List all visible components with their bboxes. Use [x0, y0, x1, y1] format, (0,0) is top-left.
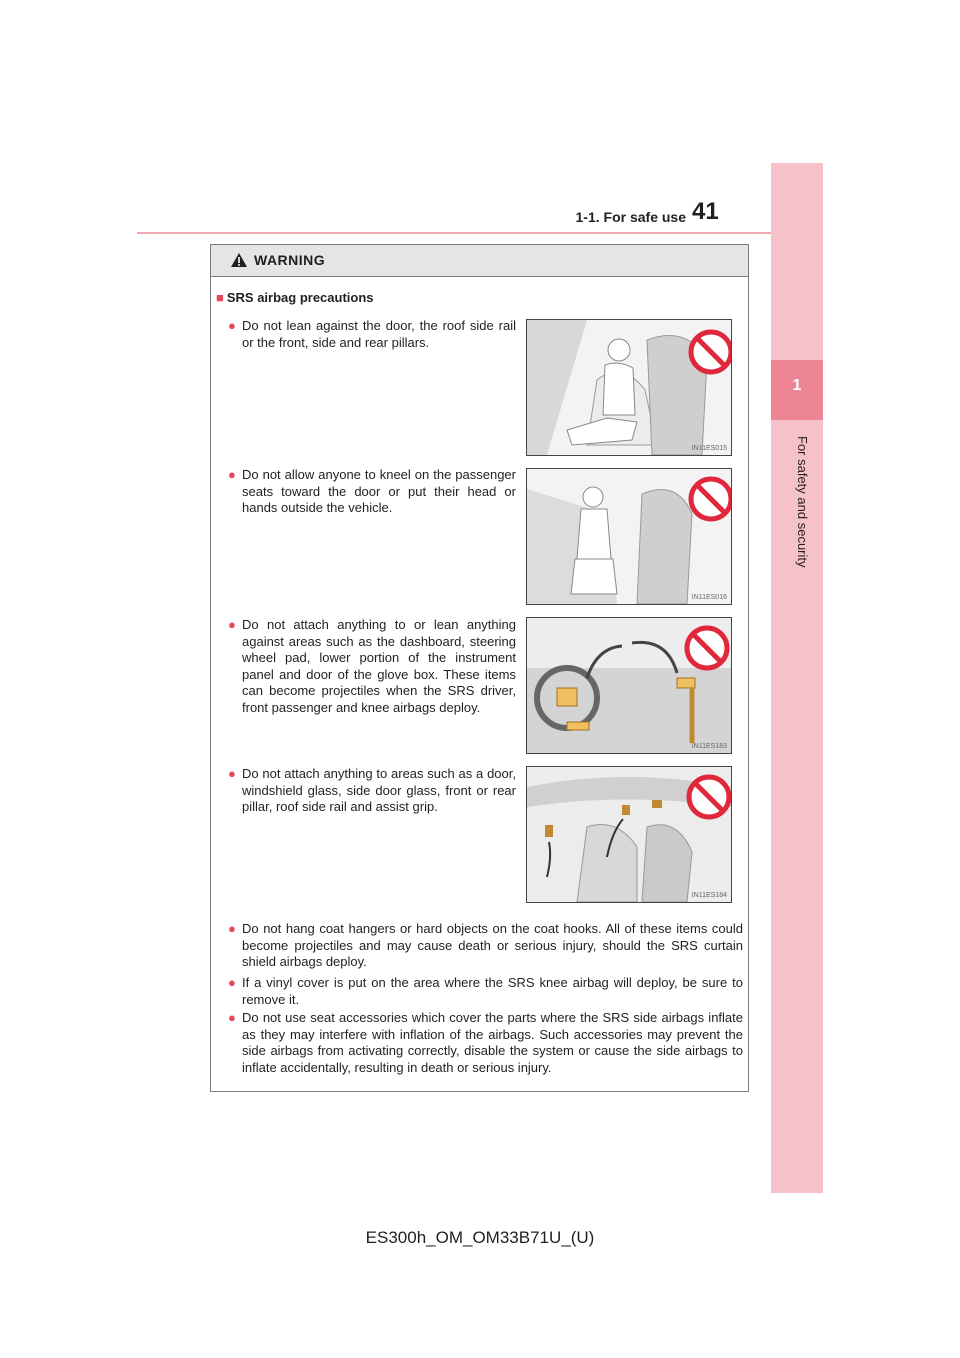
bullet-icon: ● — [228, 921, 236, 936]
section-title: 1-1. For safe use — [575, 209, 686, 225]
bullet-text: If a vinyl cover is put on the area where the SRS knee airbag will deploy, be sure to remove it. — [242, 975, 743, 1007]
bullet-icon: ● — [228, 1010, 236, 1025]
bullet-text: Do not attach anything to or lean anything against areas such as the dashboard, steering wheel pad, lower portion of the instrument panel and door of the glove box. These items can become projectiles when the SRS driver, front passenger and knee airbags deploy. — [242, 617, 516, 715]
subheading-text: SRS airbag precautions — [226, 290, 374, 305]
illustration-kneel-seat — [527, 469, 731, 604]
square-bullet-icon: ■ — [216, 290, 224, 305]
document-code: ES300h_OM_OM33B71U_(U) — [365, 1228, 595, 1247]
chapter-side-tab — [771, 163, 823, 1193]
figure-3 — [526, 617, 732, 754]
bullet-text: Do not lean against the door, the roof side rail or the front, side and rear pillars. — [242, 318, 516, 350]
bullet-text: Do not hang coat hangers or hard objects on the coat hooks. All of these items could become projectiles and may cause death or serious injury, should the SRS curtain shield airbags deploy. — [242, 921, 743, 969]
figure-bullet-2 — [228, 467, 516, 517]
illustration-lean-door — [527, 320, 731, 455]
header-rule — [137, 232, 823, 234]
figure-bullet-1 — [228, 318, 516, 351]
figure-code: IN11ES184 — [691, 892, 727, 899]
figure-code: IN11ES016 — [691, 594, 727, 601]
warning-triangle-icon — [230, 252, 248, 268]
figure-2 — [526, 468, 732, 605]
illustration-cabin-interior — [527, 767, 731, 902]
bullet-1 — [228, 921, 743, 971]
page-number: 41 — [692, 198, 719, 225]
illustration-dashboard — [527, 618, 731, 753]
figure-bullet-4 — [228, 766, 516, 816]
chapter-number: 1 — [792, 377, 802, 394]
warning-box — [210, 244, 749, 1092]
figure-code: IN11ES183 — [691, 743, 727, 750]
bullet-icon: ● — [228, 467, 236, 482]
bullet-text: Do not use seat accessories which cover the parts where the SRS side airbags inflate as they may interfere with inflation of the airbags. Such accessories may prevent the side airbags from activating correctly, disable the system or cause the side airbags to inflate accidentally, resulting in death or serious injury. — [242, 1010, 743, 1075]
bullet-text: Do not attach anything to areas such as a door, windshield glass, side door glass, front or rear pillar, roof side rail and assist grip. — [242, 766, 516, 814]
bullet-icon: ● — [228, 975, 236, 990]
warning-title: WARNING — [254, 252, 326, 268]
bullet-2 — [228, 975, 743, 1008]
figure-1 — [526, 319, 732, 456]
subheading — [216, 290, 374, 305]
bullet-icon: ● — [228, 318, 236, 333]
bullet-icon: ● — [228, 766, 236, 781]
figure-code: IN11ES015 — [691, 445, 727, 452]
bullet-icon: ● — [228, 617, 236, 632]
figure-4 — [526, 766, 732, 903]
bullet-3 — [228, 1010, 743, 1076]
chapter-title: For safety and security — [795, 436, 810, 568]
warning-header — [211, 245, 748, 277]
figure-bullet-3 — [228, 617, 516, 716]
bullet-text: Do not allow anyone to kneel on the passenger seats toward the door or put their head or hands outside the vehicle. — [242, 467, 516, 515]
